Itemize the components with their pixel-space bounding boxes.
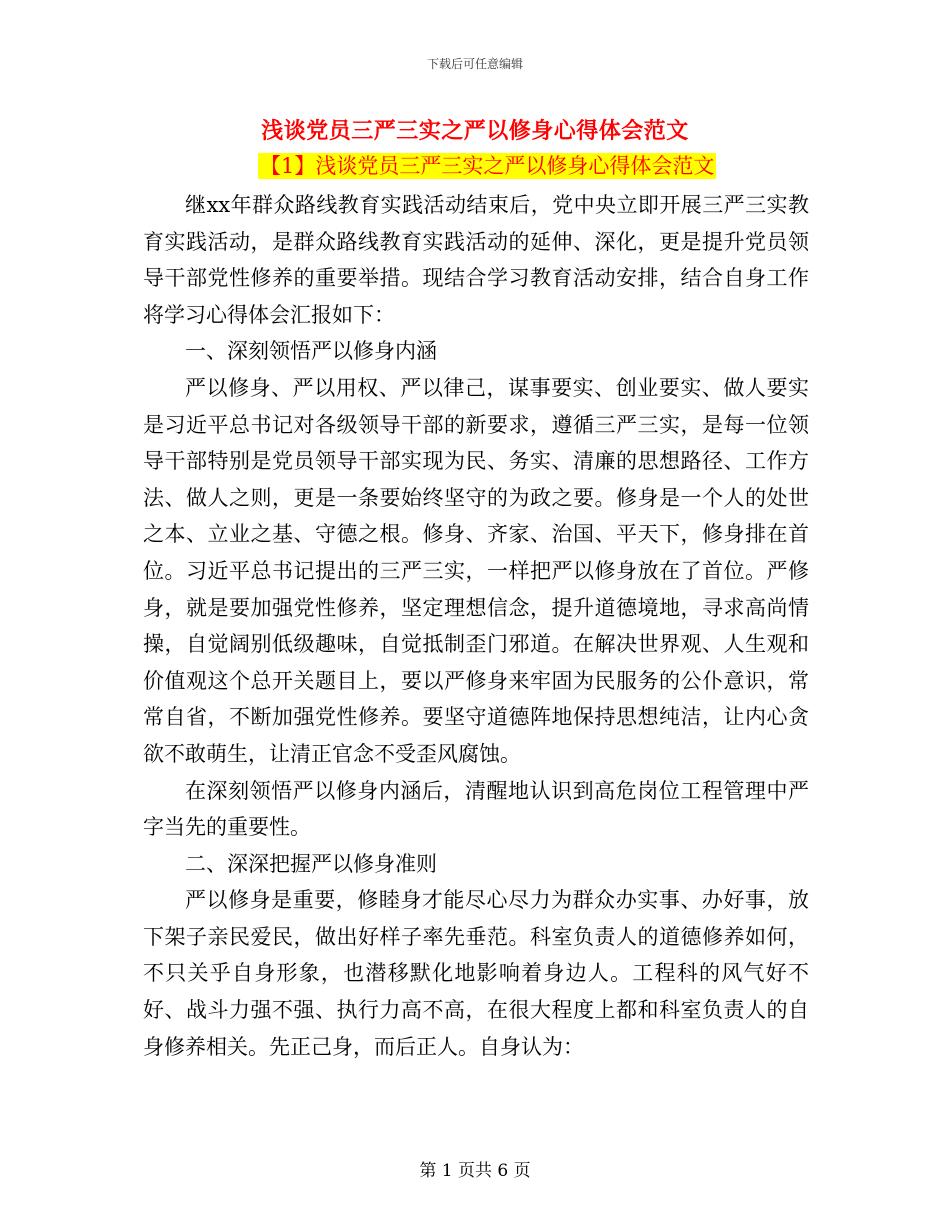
- section-heading-1: 一、深刻领悟严以修身内涵: [185, 339, 437, 364]
- paragraph-section-1-summary: 在深刻领悟严以修身内涵后，清醒地认识到高危岗位工程管理中严字当先的重要性。: [143, 778, 809, 840]
- paragraph-intro: 继xx年群众路线教育实践活动结束后，党中央立即开展三严三实教育实践活动，是群众路线教育实践活动的延伸、深化，更是提升党员领导干部党性修养的重要举措。现结合学习教育活动安排，结合自身工作将学习心得体会汇报如下：: [143, 193, 809, 327]
- header-note: 下载后可任意编辑: [426, 57, 523, 71]
- highlighted-subtitle: 【1】浅谈党员三严三实之严以修身心得体会范文: [260, 154, 715, 178]
- section-heading-2: 二、深深把握严以修身准则: [185, 851, 437, 876]
- document-body: [143, 187, 809, 1065]
- document-title: 浅谈党员三严三实之严以修身心得体会范文: [261, 118, 689, 144]
- page-number: 第 1 页共 6 页: [419, 1161, 531, 1181]
- paragraph-section-1: 严以修身、严以用权、严以律己，谋事要实、创业要实、做人要实是习近平总书记对各级领导干部的新要求，遵循三严三实，是每一位领导干部特别是党员领导干部实现为民、务实、清廉的思想路径、工作方法、做人之则，更是一条要始终坚守的为政之要。修身是一个人的处世之本、立业之基、守德之根。修身、齐家、治国、平天下，修身排在首位。习近平总书记提出的三严三实，一样把严以修身放在了首位。严修身，就是要加强党性修养，坚定理想信念，提升道德境地，寻求高尚情操，自觉阔别低级趣味，自觉抵制歪门邪道。在解决世界观、人生观和价值观这个总开关题目上，要以严修身来牢固为民服务的公仆意识，常常自省，不断加强党性修养。要坚守道德阵地保持思想纯洁，让内心贪欲不敢萌生，让清正官念不受歪风腐蚀。: [143, 375, 809, 766]
- paragraph-section-2: 严以修身是重要，修睦身才能尽心尽力为群众办实事、办好事，放下架子亲民爱民，做出好样子率先垂范。科室负责人的道德修养如何，不只关乎自身形象，也潜移默化地影响着身边人。工程科的风气好不好、战斗力强不强、执行力高不高，在很大程度上都和科室负责人的自身修养相关。先正己身，而后正人。自身认为：: [143, 888, 809, 1059]
